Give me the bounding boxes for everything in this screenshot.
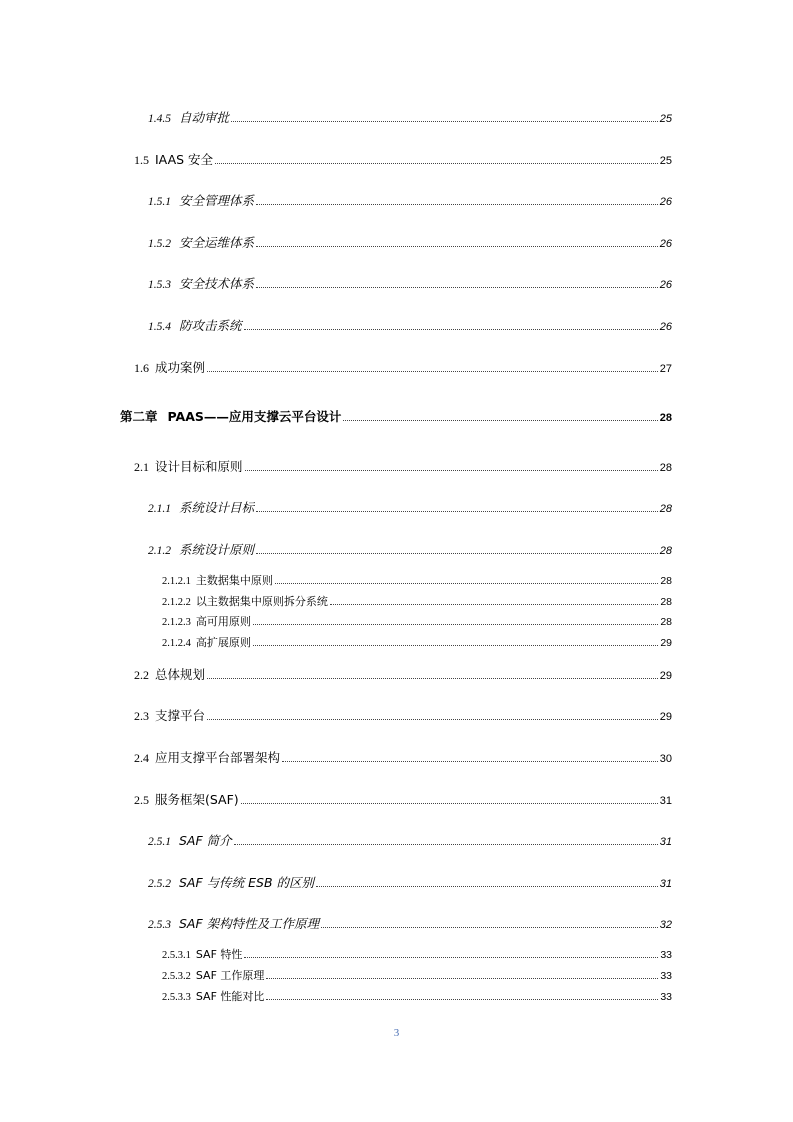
- toc-title: PAAS——应用支撑云平台设计: [167, 409, 342, 424]
- toc-number: 2.4: [134, 751, 149, 765]
- toc-leader: [256, 204, 658, 205]
- toc-title: SAF 与传统 ESB 的区别: [179, 875, 315, 890]
- toc-leader: [253, 624, 658, 625]
- toc-leader: [316, 886, 658, 887]
- toc-number: 1.5.4: [148, 321, 171, 333]
- toc-page: 33: [660, 949, 672, 961]
- toc-title: 高扩展原则: [195, 636, 251, 649]
- toc-entry[interactable]: [148, 833, 672, 850]
- toc-entry[interactable]: [162, 989, 672, 1006]
- toc-leader: [343, 420, 657, 421]
- toc-title: 服务框架(SAF): [155, 792, 239, 807]
- toc-page: 28: [659, 503, 672, 515]
- toc-leader: [244, 957, 658, 958]
- toc-title: 系统设计目标: [179, 500, 255, 515]
- toc-page: 29: [659, 670, 672, 682]
- toc-entry[interactable]: [162, 573, 672, 590]
- toc-title: 安全运维体系: [179, 235, 255, 250]
- toc-title: 设计目标和原则: [155, 459, 243, 474]
- toc-leader: [244, 329, 658, 330]
- toc-entry[interactable]: [148, 193, 672, 210]
- toc-number: 2.5.2: [148, 878, 171, 890]
- toc-title: 主数据集中原则: [195, 574, 273, 587]
- toc-page: 31: [659, 836, 672, 848]
- toc-number: 1.4.5: [148, 113, 171, 125]
- toc-number: 第二章: [120, 409, 158, 424]
- toc-page: 28: [660, 575, 672, 587]
- toc-title: SAF 架构特性及工作原理: [179, 916, 320, 931]
- toc-leader: [207, 678, 658, 679]
- toc-title: SAF 工作原理: [195, 969, 265, 982]
- toc-number: 2.1.2.3: [162, 617, 191, 628]
- toc-page: 29: [659, 711, 672, 723]
- toc-number: 2.5: [134, 793, 149, 807]
- toc-title: 支撑平台: [155, 708, 206, 723]
- toc-number: 2.5.1: [148, 836, 171, 848]
- toc-entry[interactable]: [162, 635, 672, 652]
- toc-leader: [256, 246, 658, 247]
- toc-entry[interactable]: [134, 459, 672, 476]
- toc-page: 27: [659, 363, 672, 375]
- toc-number: 2.1.2.2: [162, 597, 191, 608]
- toc-page: 28: [660, 616, 672, 628]
- toc-number: 1.5.3: [148, 279, 171, 291]
- toc-number: 2.1.2: [148, 545, 171, 557]
- toc-entry[interactable]: [134, 792, 672, 809]
- toc-number: 1.5.1: [148, 196, 171, 208]
- toc-leader: [231, 121, 658, 122]
- toc-entry[interactable]: [162, 594, 672, 611]
- toc-title: 防攻击系统: [179, 318, 242, 333]
- toc-number: 2.3: [134, 709, 149, 723]
- toc-page: 26: [659, 279, 672, 291]
- toc-leader: [321, 927, 658, 928]
- toc-number: 2.5.3.1: [162, 950, 191, 961]
- toc-page: 26: [659, 196, 672, 208]
- toc-entry[interactable]: [148, 110, 672, 127]
- toc-number: 2.1.2.1: [162, 576, 191, 587]
- toc-leader: [282, 761, 658, 762]
- toc-leader: [256, 287, 658, 288]
- toc-number: 2.2: [134, 668, 149, 682]
- toc-leader: [266, 999, 658, 1000]
- toc-entry[interactable]: [148, 500, 672, 517]
- toc-number: 2.5.3.2: [162, 971, 191, 982]
- toc-title: 以主数据集中原则拆分系统: [195, 595, 328, 608]
- toc-number: 2.1.1: [148, 503, 171, 515]
- toc-leader: [207, 371, 658, 372]
- toc-page: 31: [659, 795, 672, 807]
- toc-leader: [245, 470, 658, 471]
- toc-leader: [256, 511, 658, 512]
- toc-number: 2.5.3.3: [162, 992, 191, 1003]
- toc-entry[interactable]: [134, 708, 672, 725]
- toc-leader: [215, 163, 658, 164]
- toc-page: 28: [659, 545, 672, 557]
- toc-title: 成功案例: [155, 360, 206, 375]
- toc-page: 28: [659, 462, 672, 474]
- toc-leader: [207, 719, 658, 720]
- toc-page: 28: [659, 412, 672, 424]
- toc-entry[interactable]: [148, 916, 672, 933]
- toc-entry[interactable]: [134, 360, 672, 377]
- toc-page: 33: [660, 991, 672, 1003]
- toc-leader: [330, 604, 658, 605]
- toc-leader: [253, 645, 658, 646]
- toc-title: IAAS 安全: [155, 152, 214, 167]
- toc-entry[interactable]: [162, 614, 672, 631]
- toc-page: 26: [659, 238, 672, 250]
- toc-entry[interactable]: [134, 750, 672, 767]
- toc-title: SAF 性能对比: [195, 990, 265, 1003]
- toc-number: 1.6: [134, 361, 149, 375]
- toc-page: 31: [659, 878, 672, 890]
- toc-number: 1.5: [134, 153, 149, 167]
- toc-entry[interactable]: [148, 235, 672, 252]
- toc-number: 1.5.2: [148, 238, 171, 250]
- toc-number: 2.1: [134, 460, 149, 474]
- toc-entry[interactable]: [148, 875, 672, 892]
- toc-entry[interactable]: [148, 542, 672, 559]
- toc-leader: [234, 844, 658, 845]
- toc-entry[interactable]: [148, 318, 672, 335]
- toc-page: 25: [659, 113, 672, 125]
- page-number: 3: [393, 1027, 400, 1039]
- toc-entry[interactable]: [148, 276, 672, 293]
- toc-title: SAF 特性: [195, 948, 243, 961]
- toc-page: 33: [660, 970, 672, 982]
- toc-title: 总体规划: [155, 667, 206, 682]
- toc-number: 2.5.3: [148, 919, 171, 931]
- toc-page: 25: [659, 155, 672, 167]
- toc-title: 高可用原则: [195, 615, 251, 628]
- toc-entry[interactable]: [162, 968, 672, 985]
- toc-page: 28: [660, 596, 672, 608]
- toc-page: 30: [659, 753, 672, 765]
- toc-title: 安全管理体系: [179, 193, 255, 208]
- toc-title: 系统设计原则: [179, 542, 255, 557]
- toc-title: 安全技术体系: [179, 276, 255, 291]
- toc-entry[interactable]: [120, 409, 672, 426]
- toc-title: 应用支撑平台部署架构: [155, 750, 281, 765]
- toc-leader: [241, 803, 658, 804]
- toc-number: 2.1.2.4: [162, 638, 191, 649]
- toc-leader: [275, 583, 658, 584]
- toc-page: 32: [659, 919, 672, 931]
- toc-page: 26: [659, 321, 672, 333]
- toc-title: SAF 简介: [179, 833, 232, 848]
- toc-entry[interactable]: [162, 947, 672, 964]
- toc-entry[interactable]: [134, 667, 672, 684]
- toc-page: 29: [660, 637, 672, 649]
- toc-leader: [256, 553, 658, 554]
- toc-title: 自动审批: [179, 110, 230, 125]
- toc-leader: [266, 978, 658, 979]
- toc-entry[interactable]: [134, 152, 672, 169]
